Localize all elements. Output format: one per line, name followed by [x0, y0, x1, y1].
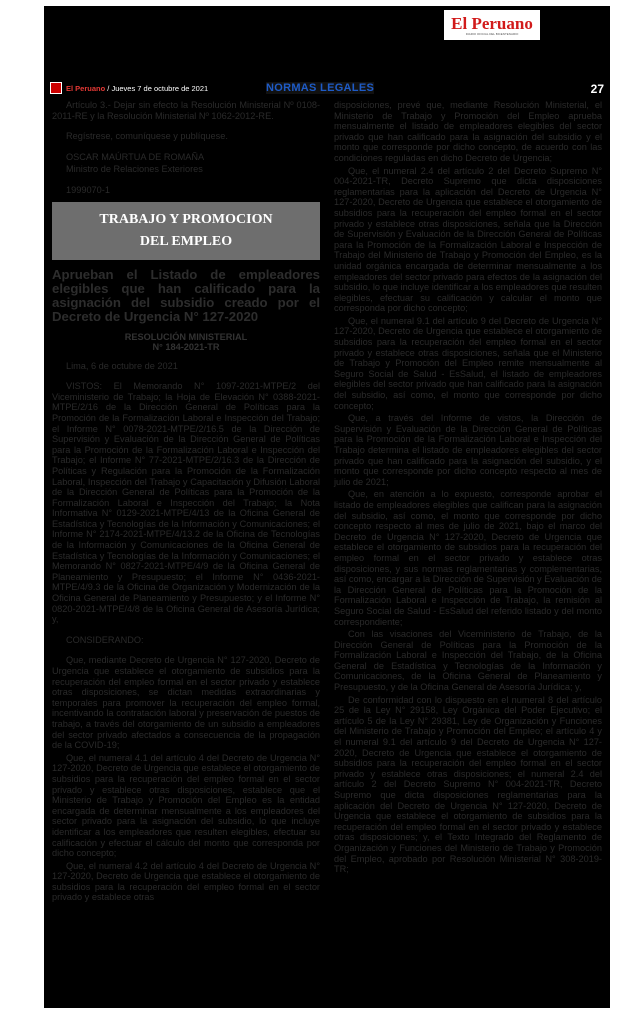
body-paragraph: Que, en atención a lo expuesto, corresponde aprobar el listado de empleadores elegibles que califican para la asignación del subsidio, así como, el monto que corresponde por dicho concepto respecto al mes de julio de 2021, bajo el marco del Decreto de Urgencia N° 127-2020, Decreto de Urgencia que establece el otorgamiento de subsidios para la recuperación del empleo formal en el sector privado y establece otras disposiciones, y sus normas reglamentarias y complementarias, así como, encargar a la Dirección de Supervisión y Evaluación de la Dirección General de Políticas para la Promoción de la Formalización Laboral e Inspección de Trabajo, la remisión al Seguro Social de Salud - EsSalud del referido listado y del monto correspondiente;	[334, 489, 602, 627]
document-code: 1999070-1	[66, 184, 110, 195]
right-column	[334, 100, 602, 877]
logo-text: El Peruano	[451, 13, 533, 33]
body-paragraph: Que, el numeral 4.1 del artículo 4 del Decreto de Urgencia N° 127-2020, Decreto de Urgencia que establece el otorgamiento de subsidios para la recuperación del empleo formal en el sector privado y establece otras disposiciones, establece que el Ministerio de Trabajo y Promoción del Empleo es la entidad encargada de determinar mensualmente a los empleadores del sector privado para la asignación del subsidio, lo que incluye identificar a los empleadores que resulten elegibles, efectuar su calificación y efectuar el cálculo del monto que corresponda por dicho concepto;	[52, 752, 320, 859]
header-date	[66, 84, 208, 93]
body-paragraph: Que, a través del Informe de vistos, la Dirección de Supervisión y Evaluación de la Dirección General de Políticas para la Promoción de la Formalización Laboral e Inspección del Trabajo determina el listado de empleadores elegibles del sector privado que han calificado para la asignación del subsidio, y el monto que corresponde por dicho concepto respecto al mes de julio de 2021;	[334, 413, 602, 487]
considerando-heading: CONSIDERANDO:	[66, 634, 144, 645]
section-title-line1: TRABAJO Y PROMOCION	[99, 211, 273, 227]
resolution-line1: RESOLUCIÓN MINISTERIAL	[124, 331, 248, 342]
body-paragraph: Con las visaciones del Viceministerio de Trabajo, de la Dirección General de Políticas para la Promoción de la Formalización Laboral e Inspección del Trabajo, de la Oficina General de Estadística y Tecnologías de la Información y Comunicaciones, de la Oficina General de Planeamiento y Presupuesto, y de la Oficina General de Asesoría Jurídica; y,	[334, 629, 602, 693]
header-date-text: / Jueves 7 de octubre de 2021	[107, 84, 209, 93]
body-paragraph: De conformidad con lo dispuesto en el numeral 8 del artículo 25 de la Ley N° 29158, Ley Orgánica del Poder Ejecutivo; el artículo 5 de la Ley N° 29381, Ley de Organización y Funciones del Ministerio de Trabajo y Promoción del Empleo; el artículo 4 y el numeral 9.1 del artículo 9 del Decreto de Urgencia N° 127-2020, Decreto de Urgencia que establece el otorgamiento de subsidios para la recuperación del empleo formal en el sector privado y establece otras disposiciones; el numeral 2.4 del artículo 2 del Decreto Supremo N° 004-2021-TR, Decreto Supremo que dicta disposiciones reglamentarias para la aplicación del Decreto de Urgencia N° 127-2020, Decreto de Urgencia que establece el otorgamiento de subsidios para la recuperación del empleo formal en el sector privado y establece otras disposiciones; y, el Texto Integrado del Reglamento de Organización y Funciones del Ministerio de Trabajo y Promoción del Empleo, aprobado por Resolución Ministerial N° 308-2019-TR;	[334, 694, 602, 875]
section-header-box	[52, 202, 320, 260]
publish-note: Regístrese, comuníquese y publíquese.	[66, 131, 228, 142]
article-headline: Aprueban el Listado de empleadores elegibles que han calificado para la asignación del subsidio creado por el Decreto de Urgencia N° 127-2020	[52, 266, 320, 324]
article-3: Artículo 3.- Dejar sin efecto la Resolución Ministerial Nº 0108-2011-RE y la Resolución Ministerial Nº 1062-2012-RE.	[52, 100, 320, 121]
el-peruano-logo	[444, 10, 540, 40]
header-brand: El Peruano	[66, 84, 106, 93]
body-paragraph: Que, el numeral 2.4 del artículo 2 del Decreto Supremo N° 004-2021-TR, Decreto Supremo que dicta disposiciones reglamentarias para la aplicación del Decreto de Urgencia N° 127-2020, Decreto de Urgencia que establece el otorgamiento de subsidios para la recuperación del empleo formal en el sector privado y establece otras disposiciones, señala que la Dirección de Supervisión y Evaluación de la Dirección General de Políticas para la Promoción de la Formalización Laboral e Inspección de Trabajo del Ministerio de Trabajo y Promoción del Empleo, es la unidad orgánica encargada de determinar mensualmente a los empleadores del sector privado para efectos de la asignación del subsidio, lo que incluye identificar a los empleadores que resulten elegibles, efectuar su calificación y calcular el monto que corresponda por dicho concepto;	[334, 165, 602, 314]
peru-flag-icon	[50, 82, 62, 94]
signatory-title: Ministro de Relaciones Exteriores	[66, 164, 203, 175]
vistos-paragraph: VISTOS: El Memorando N° 1097-2021-MTPE/2 del Viceministerio de Trabajo; la Hoja de Elevación N° 0388-2021-MTPE/2/16 de la Dirección General de Políticas para la Promoción de la Formalización Laboral e Inspección del Trabajo; el Informe N° 0078-2021-MTPE/2/16.5 de la Dirección de Supervisión y Evaluación de la Dirección General de Políticas para la Promoción de la Formalización Laboral e Inspección del Trabajo; el Informe N° 77-2021-MTPE/2/16.3 de la Dirección de Políticas y Regulación para la Promoción de la Formalización Laboral, Inspección del Trabajo y Capacitación y Difusión Laboral de la Dirección General de Políticas para la Promoción de la Formalización Laboral e Inspección del Trabajo; la Nota Informativa N° 0129-2021-MTPE/4/13 de la Oficina General de Estadística y Tecnologías de la Información y Comunicaciones; el Informe N° 2174-2021-MTPE/4/13.2 de la Oficina de Tecnologías de la Información y Comunicaciones de la Oficina General de Estadística y Tecnologías de la Información y Comunicaciones; el Memorando N° 0827-2021-MTPE/4/9 de la Oficina General de Planeamiento y Presupuesto; el Informe N° 0436-2021-MTPE/4/9.3 de la Oficina de Organización y Modernización de la Oficina General de Planeamiento y Presupuesto; y el Informe N° 0820-2021-MTPE/4/8 de la Oficina General de Asesoría Jurídica; y,	[52, 381, 320, 625]
body-paragraph: Que, el numeral 4.2 del artículo 4 del Decreto de Urgencia N° 127-2020, Decreto de Urgencia que establece el otorgamiento de subsidios para la recuperación del empleo formal en el sector privado y establece otras	[52, 860, 320, 903]
running-header	[44, 78, 610, 100]
body-paragraph: Que, el numeral 9.1 del artículo 9 del Decreto de Urgencia N° 127-2020, Decreto de Urgencia que establece el otorgamiento de subsidios para la recuperación del empleo formal en el sector privado y establece otras disposiciones, señala que el Ministerio de Trabajo y Promoción del Empleo remite mensualmente al Seguro Social de Salud - EsSalud, el listado de empleadores elegibles del sector privado que han calificado para la asignación del subsidio, así como, el monto que corresponde por dicho concepto;	[334, 315, 602, 411]
date-line: Lima, 6 de octubre de 2021	[66, 360, 178, 371]
body-paragraph: disposiciones, prevé que, mediante Resolución Ministerial, el Ministerio de Trabajo y Promoción del Empleo aprueba mensualmente el listado de empleadores elegibles del sector privado que han calificado para la asignación del subsidio y el monto que corresponde por dicho concepto, de acuerdo con las condiciones reguladas en dicho Decreto de Urgencia;	[334, 100, 602, 163]
page-number: 27	[590, 82, 604, 96]
logo-subtitle: DIARIO OFICIAL DEL BICENTENARIO	[465, 31, 519, 36]
section-title: NORMAS LEGALES	[266, 82, 375, 94]
body-paragraph: Que, mediante Decreto de Urgencia N° 127-2020, Decreto de Urgencia que establece el otorgamiento de subsidios para la recuperación del empleo formal en el sector privado y establece otras disposiciones, se dictan medidas extraordinarias y temporales para promover la recuperación del empleo formal, incentivando la contratación laboral y preservación de puestos de trabajo, a través del otorgamiento de un subsidio a empleadores del sector privado afectados a consecuencia de la propagación de la COVID-19;	[52, 655, 320, 751]
resolution-line2: N° 184-2021-TR	[152, 342, 220, 353]
resolution-title	[52, 332, 320, 353]
section-title-line2: DEL EMPLEO	[139, 233, 233, 249]
page-content	[44, 100, 610, 1008]
signatory-name: OSCAR MAÚRTUA DE ROMAÑA	[66, 151, 205, 162]
left-column	[52, 100, 320, 905]
